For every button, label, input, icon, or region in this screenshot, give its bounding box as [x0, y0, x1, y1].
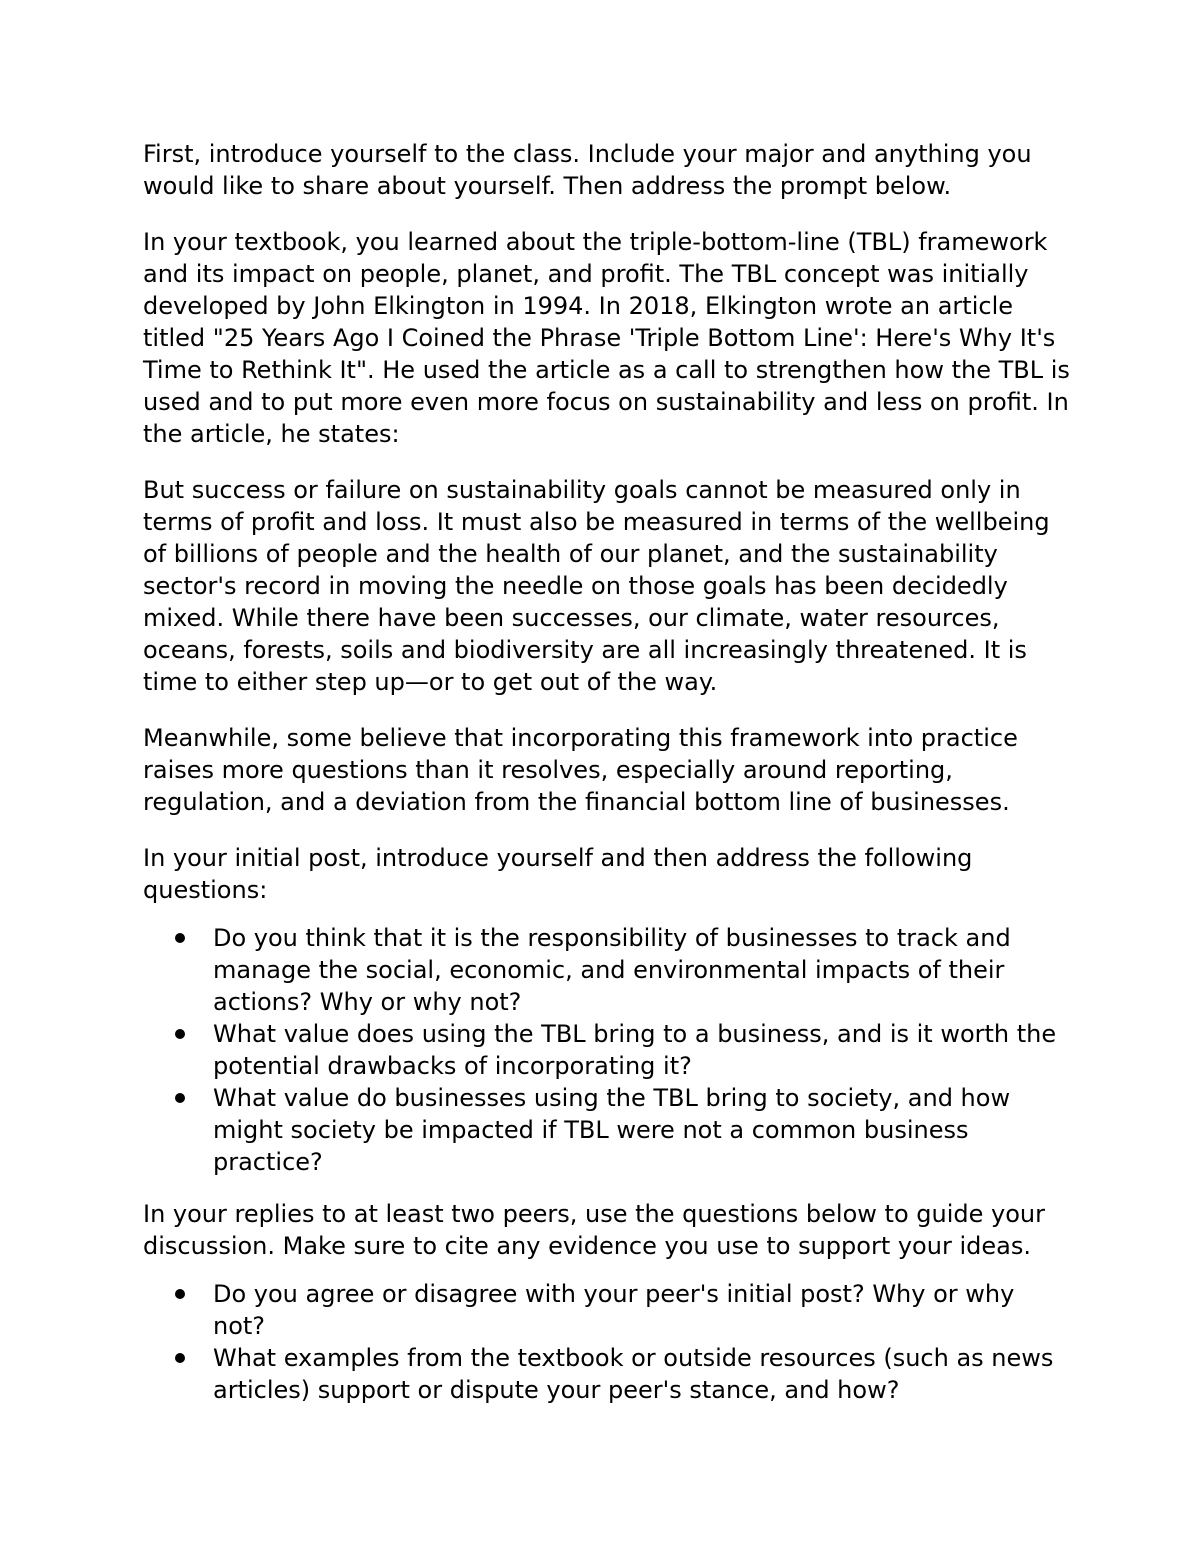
replies-intro: In your replies to at least two peers, use the questions below to guide your discussion. Make sure to cite any evidence you use to support your ideas.	[143, 1200, 1045, 1260]
initial-post-intro: In your initial post, introduce yourself and then address the following questions:	[143, 844, 973, 904]
list-item	[143, 1082, 1073, 1178]
list-item	[143, 1018, 1073, 1082]
meanwhile-paragraph: Meanwhile, some believe that incorporating this framework into practice raises more questions than it resolves, especially around reporting, regulation, and a deviation from the financial bottom line of businesses.	[143, 724, 1018, 816]
list-item	[143, 1278, 1073, 1342]
question-text: What examples from the textbook or outside resources (such as news articles) support or dispute your peer's stance, and how?	[213, 1344, 1054, 1404]
question-text: What value does using the TBL bring to a business, and is it worth the potential drawbacks of incorporating it?	[213, 1020, 1057, 1080]
bullet-icon	[175, 1029, 185, 1039]
question-text: Do you think that it is the responsibility of businesses to track and manage the social, economic, and environmental impacts of their actions? Why or why not?	[213, 924, 1011, 1016]
bullet-icon	[175, 1093, 185, 1103]
question-text: What value do businesses using the TBL bring to society, and how might society be impacted if TBL were not a common business practice?	[213, 1084, 1011, 1176]
bullet-icon	[175, 1289, 185, 1299]
context-paragraph: In your textbook, you learned about the triple-bottom-line (TBL) framework and its impact on people, planet, and profit. The TBL concept was initially developed by John Elkington in 1994. In 2018, Elkington wrote an article titled "25 Years Ago I Coined the Phrase 'Triple Bottom Line': Here's Why It's Time to Rethink It". He used the article as a call to strengthen how the TBL is used and to put more even more focus on sustainability and less on profit. In the article, he states:	[143, 228, 1070, 448]
reply-question-list	[143, 1278, 1073, 1406]
question-text: Do you agree or disagree with your peer's initial post? Why or why not?	[213, 1280, 1015, 1340]
list-item	[143, 1342, 1073, 1406]
bullet-icon	[175, 1353, 185, 1363]
intro-paragraph: First, introduce yourself to the class. Include your major and anything you would like to share about yourself. Then address the prompt below.	[143, 140, 1032, 200]
bullet-icon	[175, 933, 185, 943]
initial-post-question-list	[143, 922, 1073, 1178]
document-page	[143, 138, 1073, 1426]
list-item	[143, 922, 1073, 1018]
quote-paragraph: But success or failure on sustainability goals cannot be measured only in terms of profit and loss. It must also be measured in terms of the wellbeing of billions of people and the health of our planet, and the sustainability sector's record in moving the needle on those goals has been decidedly mixed. While there have been successes, our climate, water resources, oceans, forests, soils and biodiversity are all increasingly threatened. It is time to either step up—or to get out of the way.	[143, 476, 1050, 696]
